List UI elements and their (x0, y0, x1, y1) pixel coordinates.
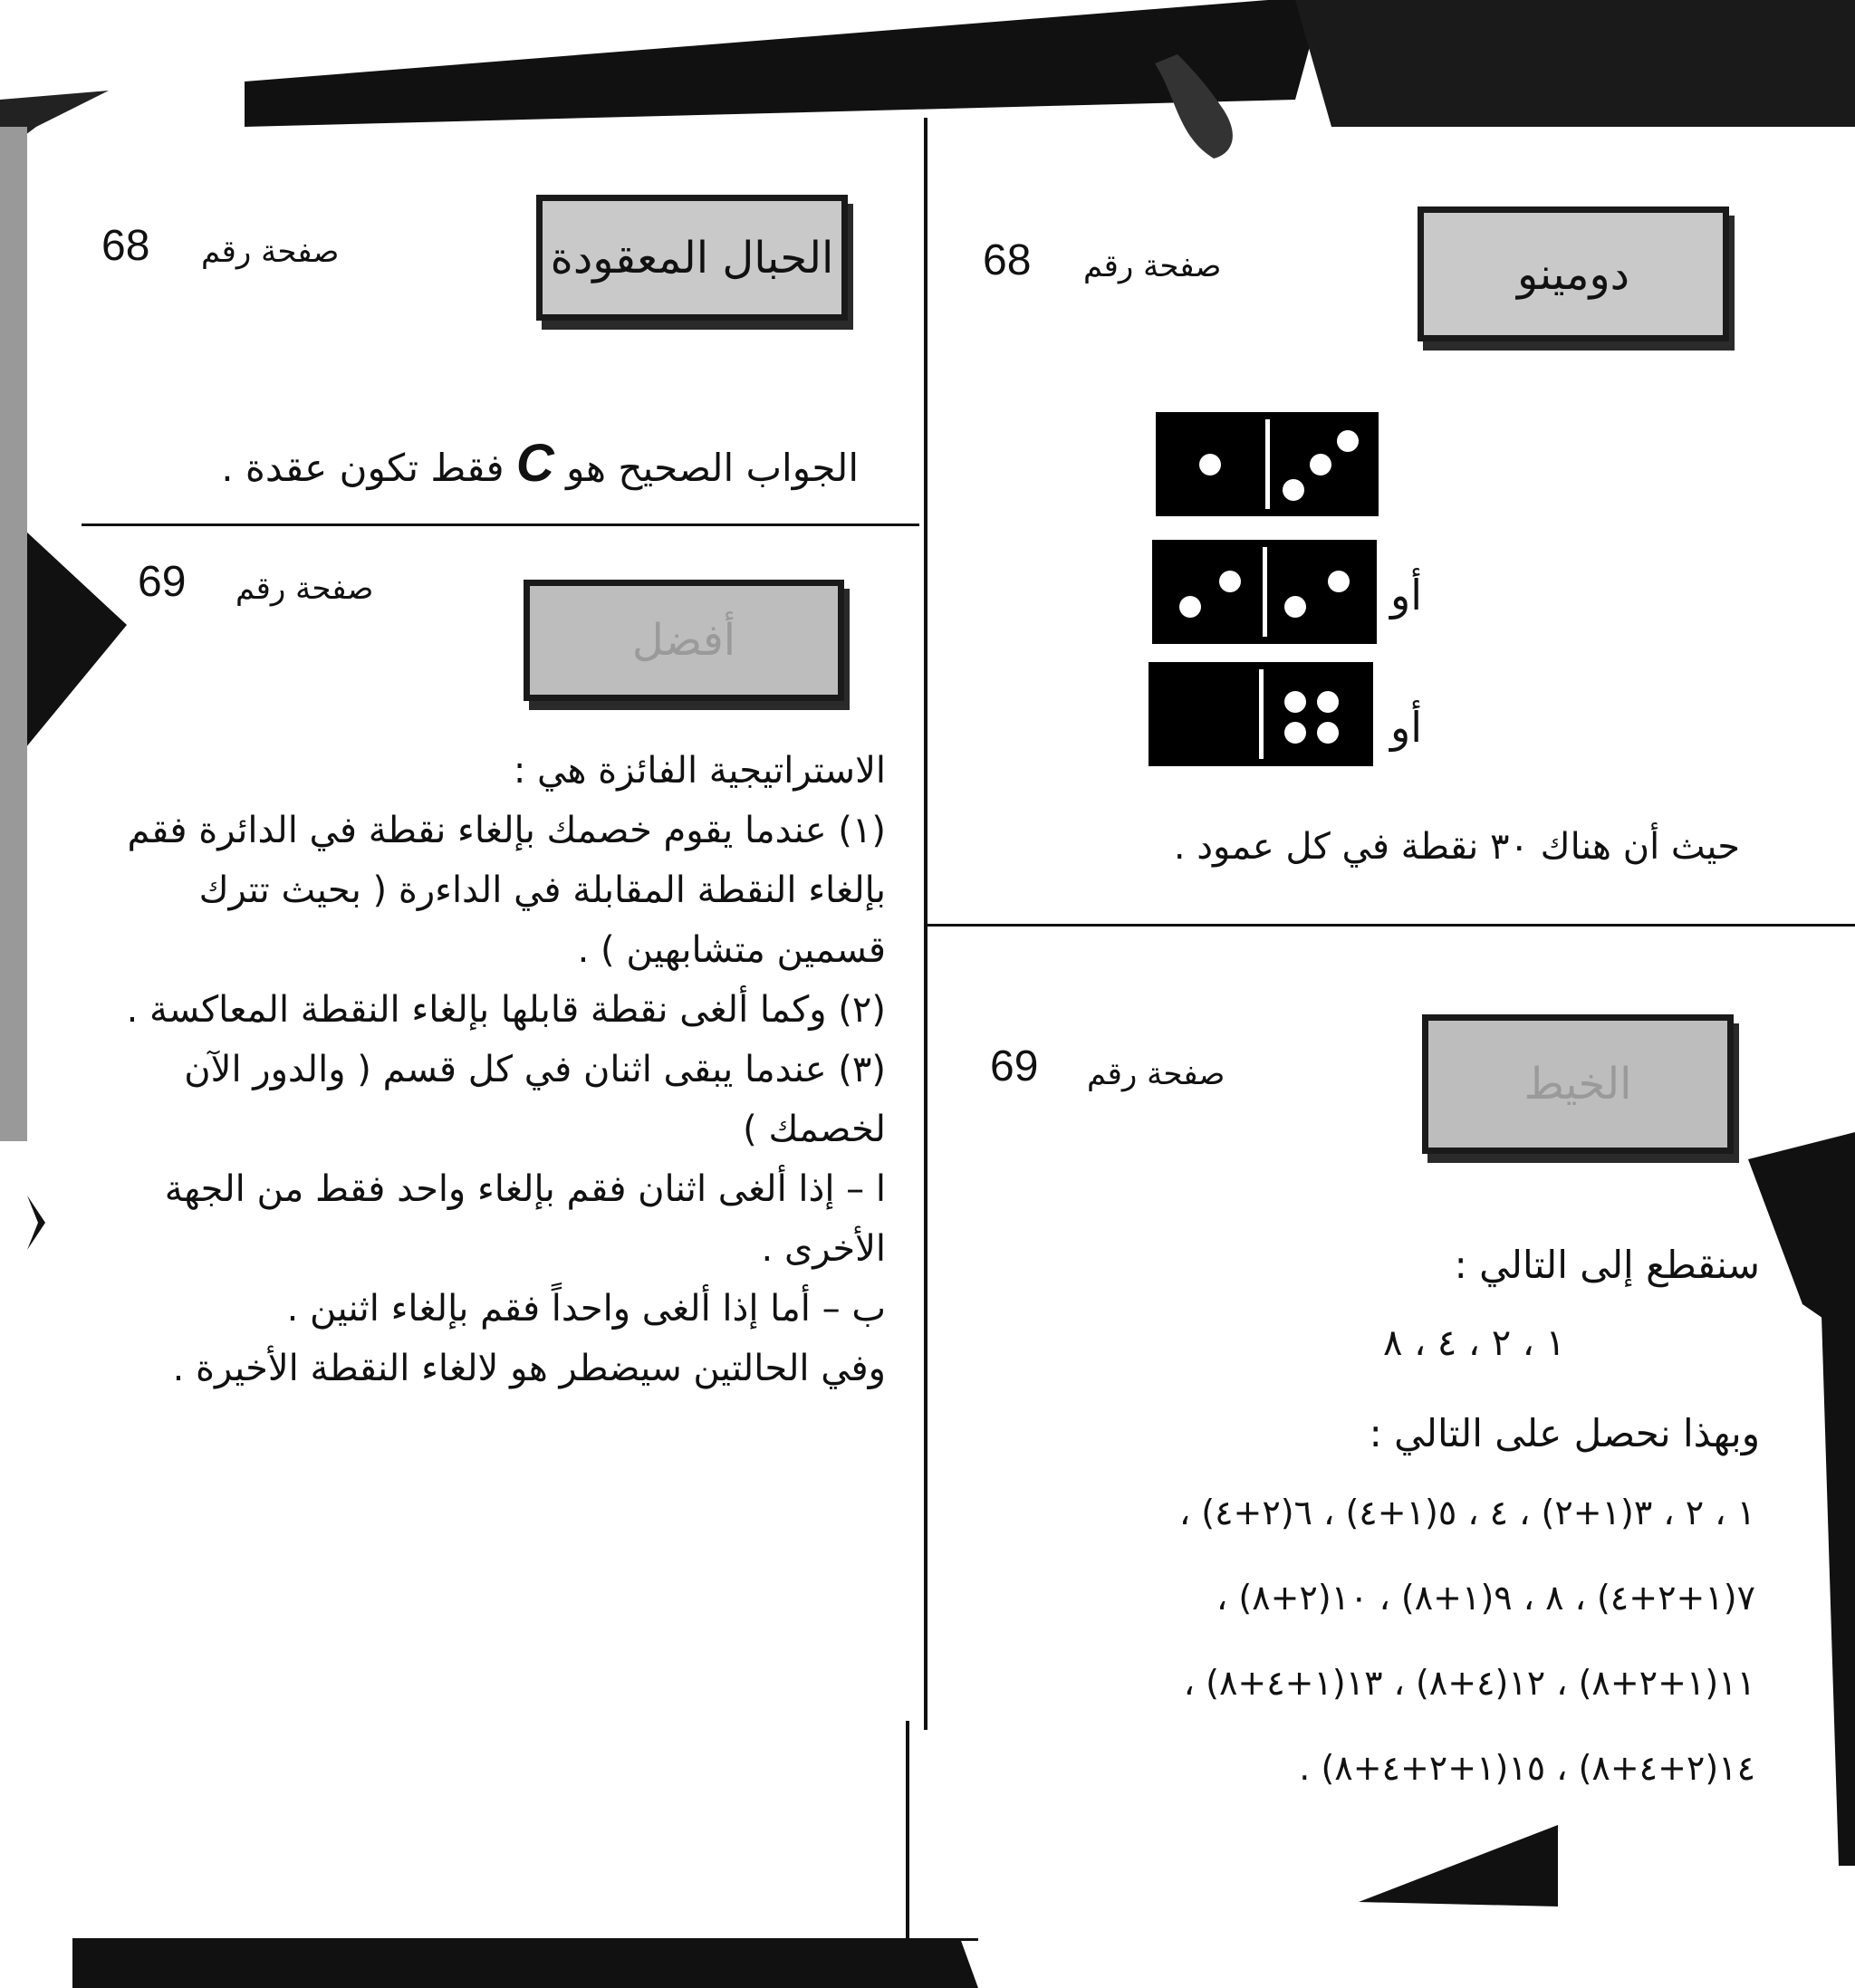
page-number: 68 (101, 222, 150, 270)
cut-sequence: ١ ، ٢ ، ٤ ، ٨ (1383, 1322, 1565, 1364)
text-line: (٣) عندما يبقى اثنان في كل قسم ( والدور الآن (184, 1049, 886, 1090)
page-number: 68 (983, 236, 1032, 284)
text-line: ب – أما إذا ألغى واحداً فقم بإلغاء اثنين . (286, 1288, 886, 1330)
text-line: الأخرى . (761, 1228, 886, 1270)
domino-tile (1149, 662, 1373, 766)
strategy-text (127, 741, 886, 1398)
text-line: بإلغاء النقطة المقابلة في الداءرة ( بحيث تترك (198, 869, 886, 911)
result-line: ١ ، ٢ ، ٣(١+٢) ، ٤ ، ٥(١+٤) ، ٦(٢+٤) ، (1178, 1493, 1755, 1532)
page-label: صفحة رقم (1087, 1056, 1225, 1092)
answer-line (221, 433, 859, 494)
answer-prefix: الجواب الصحيح هو (566, 446, 859, 490)
answer-suffix: فقط تكون عقدة . (221, 446, 505, 490)
page-label: صفحة رقم (201, 234, 340, 270)
text-line: ا – إذا ألغى اثنان فقم بإلغاء واحد فقط من الجهة (164, 1168, 886, 1210)
right-section-divider (924, 924, 1855, 927)
section-title: دومينو (1418, 206, 1729, 341)
domino-tile (1152, 540, 1377, 644)
text-line: لخصمك ) (743, 1109, 886, 1150)
section-title: الخيط (1422, 1014, 1734, 1154)
text-line: (٢) وكما ألغى نقطة قابلها بإلغاء النقطة المعاكسة . (126, 989, 886, 1031)
result-line: ٧(١+٢+٤) ، ٨ ، ٩(١+٨) ، ١٠(٢+٨) ، (1216, 1578, 1755, 1618)
page-label: صفحة رقم (235, 571, 374, 607)
domino-tile (1156, 412, 1379, 516)
conclusion: حيث أن هناك ٣٠ نقطة في كل عمود . (1173, 826, 1740, 868)
section-title: الحبال المعقودة (536, 195, 848, 321)
page-number: 69 (990, 1042, 1039, 1090)
text-line: (١) عندما يقوم خصمك بإلغاء نقطة في الدائرة فقم (127, 810, 886, 851)
answer-letter: C (515, 434, 554, 493)
section-title: أفضل (524, 580, 844, 701)
page-number: 69 (138, 558, 187, 606)
left-section-divider (82, 523, 919, 526)
or-label: أو (1390, 571, 1422, 619)
result-line: ١١(١+٢+٨) ، ١٢(٤+٨) ، ١٣(١+٤+٨) ، (1183, 1663, 1755, 1703)
or-label: أو (1390, 703, 1422, 752)
result-line: ١٤(٢+٤+٨) ، ١٥(١+٢+٤+٨) . (1299, 1748, 1755, 1788)
thread-heading: سنقطع إلى التالي : (1454, 1243, 1760, 1287)
result-heading: وبهذا نحصل على التالي : (1369, 1411, 1760, 1455)
bottom-divider (788, 1938, 978, 1941)
text-line: قسمين متشابهين ) . (577, 929, 886, 971)
center-divider-lower (906, 1721, 909, 1956)
text-line: وفي الحالتين سيضطر هو لالغاء النقطة الأخيرة . (172, 1348, 886, 1389)
page-label: صفحة رقم (1083, 248, 1222, 284)
text-line: الاستراتيجية الفائزة هي : (513, 750, 886, 792)
